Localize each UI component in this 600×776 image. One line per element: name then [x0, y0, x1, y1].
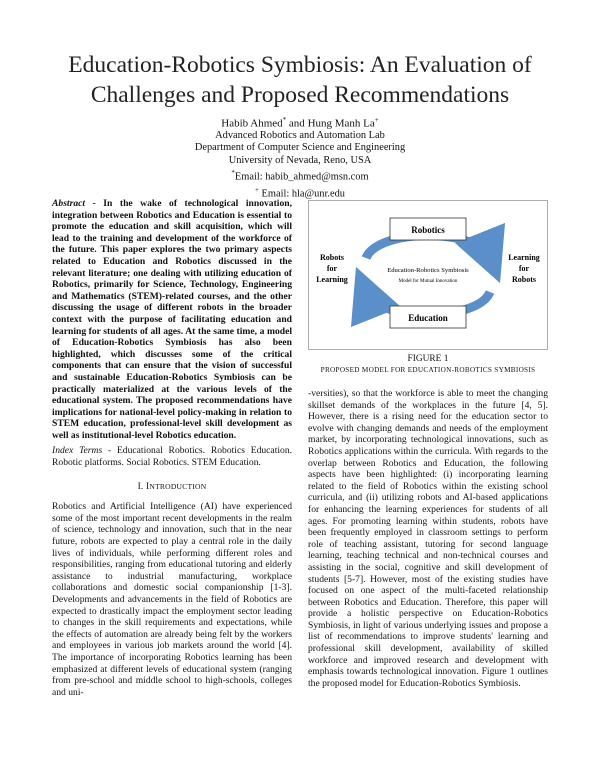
right-label-line-3: Robots	[511, 275, 537, 284]
left-label-line-3: Learning	[316, 275, 348, 284]
education-box-label: Education	[408, 313, 448, 323]
abstract-text: - In the wake of technological innovation, integration between Robotics and Education is essential to promote the education and skill acquisition, which will lead to the training and development of the workforce of the future. This paper explores the two primary aspects related to Education and Robotics discussed in the relevant literature; one dealing with utilizing education of Robotics, primarily for Science, Technology, Engineering and Mathematics (STEM)-related courses, and the other discussing the usage of different robots in the broader context with the purpose of facilitating education and learning for students of all ages. At the same time, a model of Education-Robotics Symbiosis has also been highlighted, which discusses some of the critical components that can ensure that the vision of successful and sustainable Education-Robotics Symbiosis can be practically materialized at the various levels of the educational system. The proposed recommendations have implications for national-level policy-making in relation to STEM education, professional-level skill development as well as institutional-level Robotics education.	[52, 198, 292, 441]
right-column	[308, 388, 548, 689]
index-terms	[52, 445, 292, 468]
paper-title	[40, 50, 560, 110]
right-label-line-2: for	[518, 264, 530, 273]
intro-paragraph-right: -versities), so that the workforce is able to meet the changing skillset demands of the workplaces in the future [4, 5]. However, there is a rising need for the education sector to evolve with changing demands and needs of the employment market, by incorporating technological innovations, such as Robotics applications within the curricula. With regards to the overlap between Robotics and Education, the following aspects have been highlighted: (i) incorporating learning related to the field of Robotics within the existing school curricula, and (ii) utilizing robots and AI-based applications for enhancing the learning experiences for students of all ages. For promoting learning within students, robots have been frequently employed in classroom settings to perform role of teaching assistant, tutoring for second language learning, teaching technical and non-technical courses and assisting in the social, cognitive and skill development of students [5-7]. However, most of the existing studies have focused on one aspect of the multi-faceted relationship between Robotics and Education. Therefore, this paper will provide a holistic perspective on Education-Robotics Symbiosis, in light of various underlying issues and propose a list of recommendations to improve students' learning and professional skill development, availability of skilled workforce and improved research and development with emphasis towards technological innovation. Figure 1 outlines the proposed model for Education-Robotics Symbiosis.	[308, 388, 548, 689]
email-2: Email: hla@unr.edu	[258, 188, 345, 200]
right-label-line-1: Learning	[508, 253, 540, 262]
left-column	[52, 198, 292, 698]
email-2-mark: +	[255, 186, 259, 195]
left-label-line-2: for	[326, 264, 338, 273]
author-2-mark: +	[374, 116, 379, 124]
author-1: Habib Ahmed	[221, 117, 283, 130]
center-label-line-2: Model for Mutual Innovation	[398, 279, 458, 284]
intro-paragraph-left: Robotics and Artificial Intelligence (AI) have experienced some of the most important recent developments in the realm of science, technology and innovation, such that in the near future, robots are expected to play a central role in the daily lives of individuals, while performing different roles and responsibilities, ranging from educational tutoring and elderly assistance to industrial manufacturing, workplace collaborations and domestic social companionship [1-3]. Developments and advancements in the field of Robotics are expected to drastically impact the employment sector leading to changes in the skill requirements and expectations, while the effects of automation are already being felt by the workers and employees in various job markets around the world [4]. The importance of incorporating Robotics learning has been emphasized at different levels of educational system (ranging from pre-school and middle school to high-schools, colleges and uni-	[52, 501, 292, 698]
left-label-line-1: Robots	[319, 253, 345, 262]
email-1-line	[100, 167, 500, 184]
email-1: Email: habib_ahmed@msn.com	[234, 171, 369, 183]
affiliation-univ: University of Nevada, Reno, USA	[228, 154, 372, 166]
abstract-lead: Abstract	[52, 198, 86, 209]
author-block	[100, 114, 500, 201]
caption-main: FIGURE 1	[407, 354, 449, 364]
author-2: Hung Manh La	[307, 117, 375, 130]
index-terms-lead: Index Terms	[52, 445, 103, 457]
figure-1-caption	[308, 354, 548, 376]
affiliation-lab: Advanced Robotics and Automation Lab	[215, 130, 385, 142]
caption-sub: PROPOSED MODEL FOR EDUCATION-ROBOTICS SYMBIOSIS	[320, 366, 536, 374]
center-label-line-1: Education-Robotics Symbiosis	[387, 267, 469, 274]
title-line-2: Challenges and Proposed Recommendations	[90, 82, 510, 108]
section-heading-introduction	[52, 481, 292, 494]
section-initial: I	[145, 480, 150, 492]
author-names	[100, 114, 500, 130]
email-1-mark: *	[231, 169, 235, 178]
index-terms-text: - Educational Robotics. Robotics Education. Robotic platforms. Social Robotics. STEM Education.	[52, 445, 293, 469]
robotics-box-label: Robotics	[411, 225, 445, 235]
title-line-1: Education-Robotics Symbiosis: An Evaluation of	[68, 52, 532, 78]
section-number: I.	[137, 481, 146, 492]
affiliation-dept: Department of Computer Science and Engineering	[194, 142, 406, 154]
author-and: and	[286, 117, 308, 130]
abstract	[52, 198, 292, 441]
figure-1-diagram	[308, 200, 548, 350]
section-rest: NTRODUCTION	[149, 481, 207, 491]
author-1-mark: *	[282, 116, 287, 124]
